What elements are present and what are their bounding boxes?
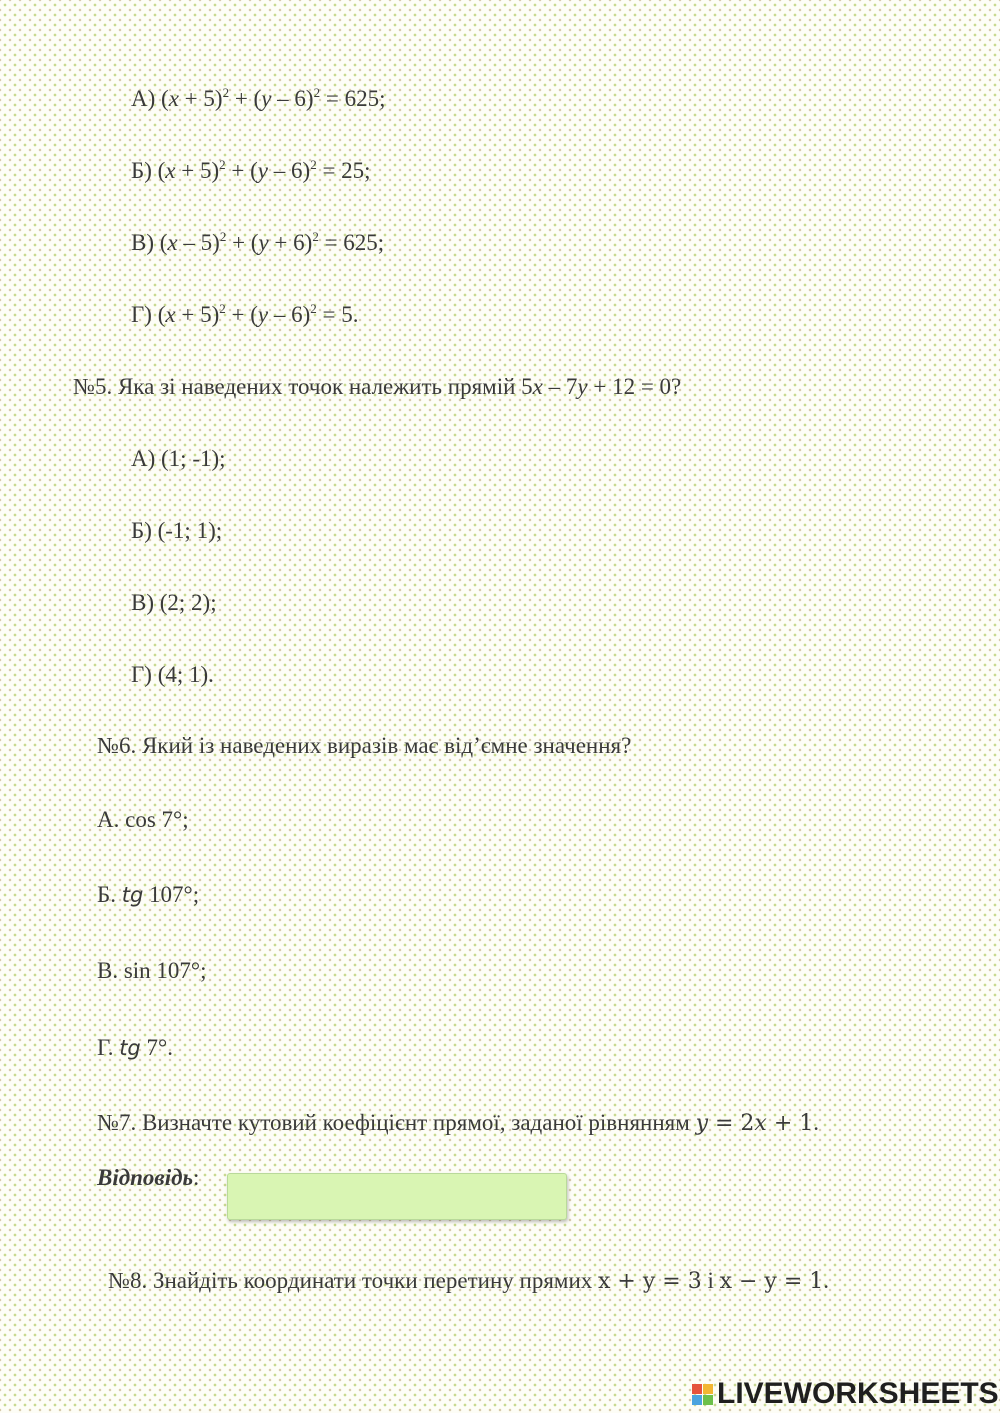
q6-option-c: В. sin 107°; (97, 958, 207, 983)
q4-option-a: А) $(x + 5)^2 + (y - 6)^2 = 625$; (131, 85, 386, 111)
q4-option-b: Б) $(x + 5)^2 + (y - 6)^2 = 25$; (131, 157, 371, 183)
q5-option-c: В) (2; 2); (131, 590, 217, 615)
logo-square-1 (692, 1384, 702, 1394)
q7-answer-label: Відповідь: (97, 1165, 200, 1190)
q7-question: №7. Визначте кутовий коефіцієнт прямої, заданої рівнянням y = 2x + 1. (97, 1110, 820, 1136)
liveworksheets-wordmark: LIVEWORKSHEETS (717, 1377, 999, 1410)
q5-option-b: Б) (-1; 1); (131, 518, 223, 543)
q6-option-a: А. cos 7°; (97, 807, 189, 832)
q7-answer-input[interactable] (227, 1173, 567, 1220)
logo-square-4 (703, 1395, 713, 1405)
liveworksheets-icon (692, 1384, 713, 1405)
logo-square-3 (692, 1395, 702, 1405)
q4-option-d: Г) $(x + 5)^2 + (y - 6)^2 = 5$. (131, 301, 359, 327)
q6-option-d: Г. tg 7°. (97, 1035, 173, 1060)
q5-option-a: А) (1; -1); (131, 446, 226, 471)
q5-option-d: Г) (4; 1). (131, 662, 214, 687)
q6-question: №6. Який із наведених виразів має від’ємне значення? (97, 733, 632, 758)
q4-option-c: В) $(x - 5)^2 + (y + 6)^2 = 625$; (131, 229, 385, 255)
q5-question: №5. Яка зі наведених точок належить прямій 5x – 7y + 12 = 0? (73, 374, 682, 399)
liveworksheets-logo (692, 1376, 999, 1412)
q8-question: №8. Знайдіть координати точки перетину прямих x + y = 3 і x − y = 1. (108, 1268, 830, 1294)
logo-square-2 (703, 1384, 713, 1394)
q6-option-b: Б. tg 107°; (97, 882, 200, 907)
